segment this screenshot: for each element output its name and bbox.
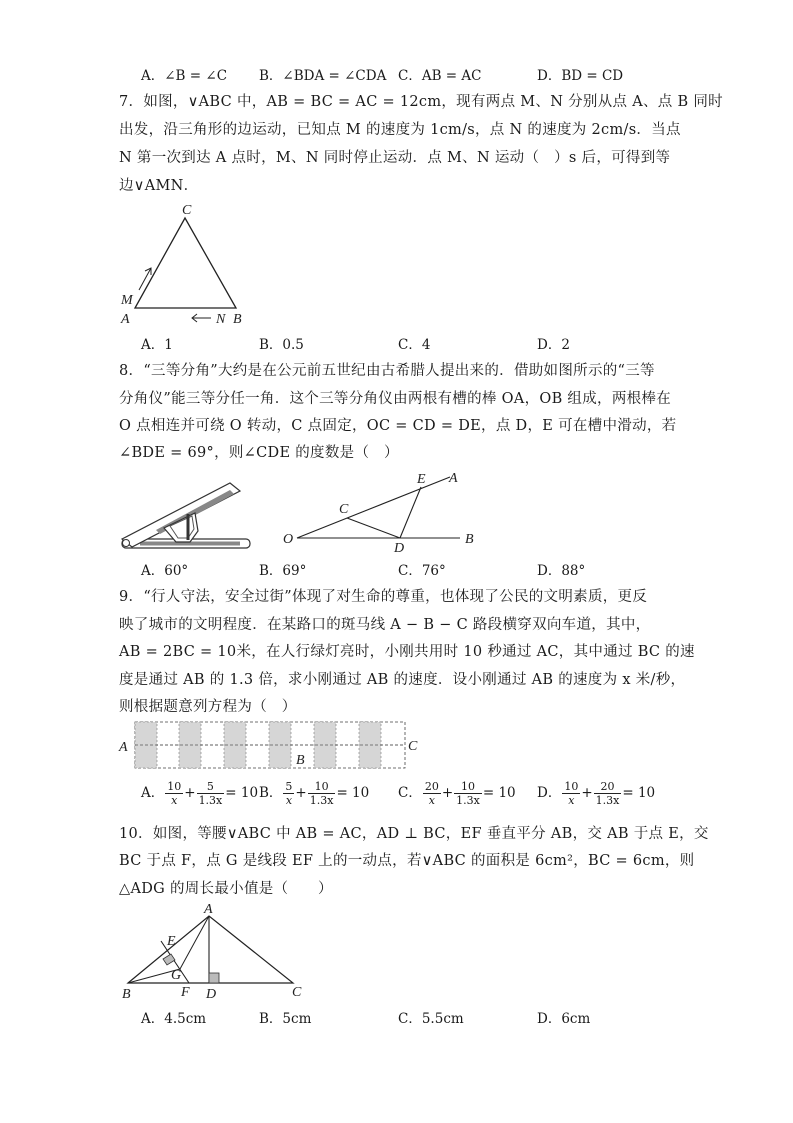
q8-option-d: D．88° bbox=[537, 563, 586, 579]
q6-option-c: C．AB = AC bbox=[398, 68, 482, 84]
q10-triangle-figure bbox=[118, 903, 318, 1003]
label-d: D bbox=[206, 987, 217, 1002]
q9-line-5: 则根据题意列方程为（ ） bbox=[119, 699, 297, 715]
q10-option-b: B．5cm bbox=[259, 1011, 312, 1027]
label-o: O bbox=[283, 532, 294, 547]
label-f: F bbox=[181, 985, 190, 1000]
arrow-m-up bbox=[139, 268, 151, 290]
q7-option-a: A．1 bbox=[141, 337, 173, 353]
label-a: A bbox=[119, 740, 128, 755]
label-c: C bbox=[182, 203, 192, 218]
q7-line-1: 7．如图，∨ABC 中，AB = BC = AC = 12cm，现有两点 M、N 分别从点 A、点 B 同时 bbox=[119, 94, 723, 110]
q9-option-d: D． $\frac{10}{x}$ + $\frac{20}{1.3x}$ = 10 bbox=[537, 780, 656, 807]
trisector-device-picture bbox=[118, 476, 253, 556]
q10-option-d: D．6cm bbox=[537, 1011, 591, 1027]
label-e: E bbox=[167, 934, 176, 949]
q7-option-c: C．4 bbox=[398, 337, 431, 353]
triangle-abc bbox=[135, 218, 236, 308]
q8-angle-figure bbox=[280, 466, 480, 556]
label-b: B bbox=[233, 312, 242, 327]
q7-triangle-figure bbox=[115, 198, 265, 328]
label-d: D bbox=[394, 541, 405, 556]
q8-line-4: ∠BDE = 69°，则∠CDE 的度数是（ ） bbox=[119, 445, 399, 461]
crosswalk-figure bbox=[118, 720, 428, 772]
q6-option-b: B．∠BDA = ∠CDA bbox=[259, 68, 387, 84]
label-a: A bbox=[121, 312, 130, 327]
q8-line-2: 分角仪”能三等分任一角．这个三等分角仪由两根有槽的棒 OA，OB 组成，两根棒在 bbox=[119, 391, 672, 407]
q10-option-a: A．4.5cm bbox=[141, 1011, 207, 1027]
label-m: M bbox=[121, 293, 133, 308]
label-e: E bbox=[417, 472, 426, 487]
label-b: B bbox=[122, 987, 131, 1002]
q8-option-a: A．60° bbox=[141, 563, 189, 579]
label-c: C bbox=[292, 985, 302, 1000]
q9-line-4: 度是通过 AB 的 1.3 倍，求小刚通过 AB 的速度．设小刚通过 AB 的速度为 x 米/秒， bbox=[119, 672, 686, 688]
q10-line-2: BC 于点 F，点 G 是线段 EF 上的一动点，若∨ABC 的面积是 6cm²，BC = 6cm，则 bbox=[119, 853, 695, 869]
q7-line-3: N 第一次到达 A 点时，M、N 同时停止运动．点 M、N 运动（ ）s 后，可得到等 bbox=[119, 150, 671, 166]
label-b: B bbox=[465, 532, 474, 547]
q8-line-1: 8．“三等分角”大约是在公元前五世纪由古希腊人提出来的．借助如图所示的“三等 bbox=[119, 363, 655, 379]
label-c: C bbox=[408, 739, 418, 754]
q9-option-b: B． $\frac{5}{x}$ + $\frac{10}{1.3x}$ = 10 bbox=[259, 780, 370, 807]
label-a: A bbox=[204, 902, 213, 917]
label-b: B bbox=[296, 753, 305, 768]
q7-option-b: B．0.5 bbox=[259, 337, 304, 353]
q7-line-4: 边∨AMN． bbox=[119, 178, 199, 194]
q8-option-c: C．76° bbox=[398, 563, 446, 579]
q8-option-b: B．69° bbox=[259, 563, 307, 579]
label-a: A bbox=[449, 471, 458, 486]
label-n: N bbox=[216, 312, 226, 327]
label-g: G bbox=[171, 968, 182, 983]
q6-option-a: A．∠B = ∠C bbox=[141, 68, 228, 84]
q10-option-c: C．5.5cm bbox=[398, 1011, 464, 1027]
q9-line-1: 9．“行人守法，安全过街”体现了对生命的尊重，也体现了公民的文明素质，更反 bbox=[119, 589, 648, 605]
label-c: C bbox=[339, 502, 349, 517]
q8-line-3: O 点相连并可绕 O 转动，C 点固定，OC = CD = DE，点 D，E 可在槽中滑动，若 bbox=[119, 418, 677, 434]
q7-line-2: 出发，沿三角形的边运动，已知点 M 的速度为 1cm/s，点 N 的速度为 2cm/s．当点 bbox=[119, 122, 681, 138]
q9-line-2: 映了城市的文明程度．在某路口的斑马线 A − B − C 路段横穿双向车道，其中， bbox=[119, 617, 651, 633]
q10-line-3: △ADG 的周长最小值是（ ） bbox=[119, 881, 333, 897]
q6-option-d: D．BD = CD bbox=[537, 68, 624, 84]
q9-line-3: AB = 2BC = 10米，在人行绿灯亮时，小刚共用时 10 秒通过 AC，其中通过 BC 的速 bbox=[119, 644, 695, 660]
q9-option-a: A． $\frac{10}{x}$ + $\frac{5}{1.3x}$ = 10 bbox=[141, 780, 259, 807]
q10-line-1: 10．如图，等腰∨ABC 中 AB = AC，AD ⊥ BC，EF 垂直平分 AB，交 AB 于点 E，交 bbox=[119, 826, 709, 842]
q9-option-c: C． $\frac{20}{x}$ + $\frac{10}{1.3x}$ = 10 bbox=[398, 780, 516, 807]
q7-option-d: D．2 bbox=[537, 337, 570, 353]
